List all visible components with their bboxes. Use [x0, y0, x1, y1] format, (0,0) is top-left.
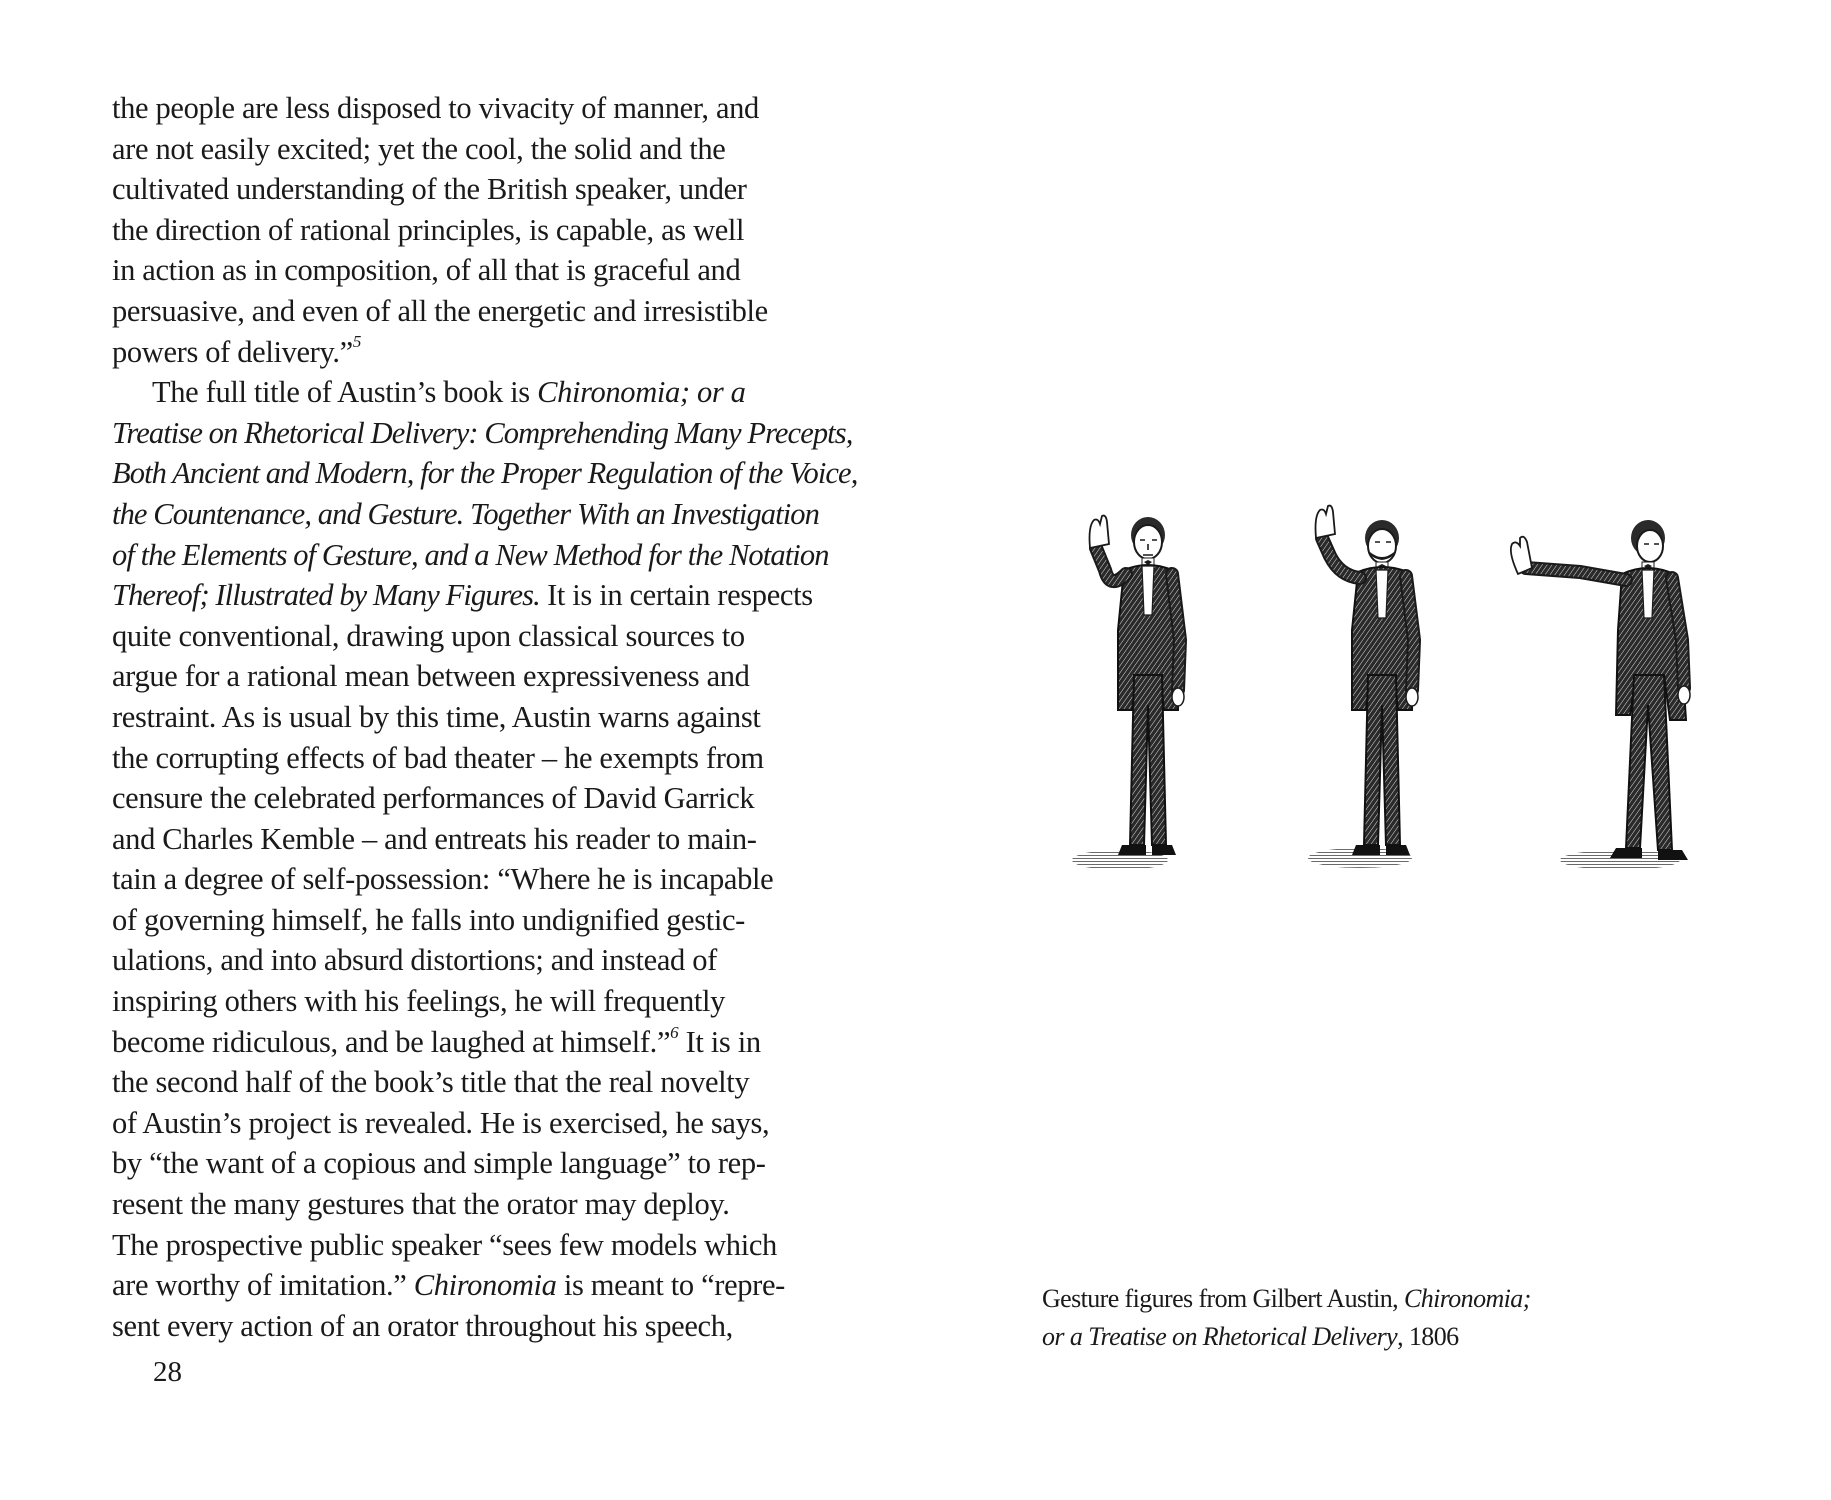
text-line: sent every action of an orator throughout his speech,	[112, 1308, 733, 1343]
paragraph-start-line: The full title of Austin’s book is Chironomia; or a	[152, 375, 746, 410]
text-line: Thereof; Illustrated by Many Figures. It is in certain respects	[112, 578, 813, 613]
orator-figure-1	[1072, 516, 1184, 870]
book-title-italic: Chironomia	[413, 1268, 557, 1303]
engraving-figures	[1060, 500, 1740, 900]
text-line: censure the celebrated performances of David Garrick	[112, 781, 755, 816]
text-line: argue for a rational mean between expressiveness and	[112, 659, 750, 694]
text-line: tain a degree of self-possession: “Where he is incapable	[112, 862, 774, 897]
text-line: persuasive, and even of all the energetic and irresistible	[112, 293, 768, 328]
text-line: the people are less disposed to vivacity of manner, and	[112, 91, 759, 125]
text-line: of governing himself, he falls into undignified gestic-	[112, 902, 745, 937]
text-line	[112, 494, 832, 535]
text-line: by “the want of a copious and simple language” to rep-	[112, 1146, 766, 1181]
left-page	[112, 88, 858, 1418]
caption-line: or a Treatise on Rhetorical Delivery, 1806	[1042, 1322, 1459, 1351]
orator-figure-3	[1511, 520, 1690, 870]
footnote-marker: 6	[670, 1022, 679, 1042]
body-text	[112, 88, 858, 1346]
book-title-italic: Chironomia; or a	[537, 375, 746, 410]
caption-line: Gesture figures from Gilbert Austin, Chironomia;	[1042, 1284, 1531, 1313]
text-line: become ridiculous, and be laughed at himself.”$^6$ It is in	[112, 1022, 761, 1059]
text-line: resent the many gestures that the orator may deploy.	[112, 1187, 730, 1222]
text-line: quite conventional, drawing upon classical sources to	[112, 618, 745, 653]
page-number: 28	[153, 1356, 182, 1388]
text-line: the corrupting effects of bad theater – he exempts from	[112, 740, 764, 775]
text-line: the direction of rational principles, is capable, as well	[112, 212, 745, 247]
figure-caption	[1042, 1280, 1602, 1356]
text-line	[112, 413, 853, 454]
text-line: inspiring others with his feelings, he will frequently	[112, 984, 726, 1019]
text-line	[112, 453, 858, 494]
text-line: in action as in composition, of all that is graceful and	[112, 253, 741, 288]
text-line: the second half of the book’s title that the real novelty	[112, 1065, 750, 1100]
text-line: powers of delivery.”$^5$	[112, 332, 362, 369]
text-line: cultivated understanding of the British speaker, under	[112, 172, 747, 207]
text-line: are not easily excited; yet the cool, the solid and the	[112, 131, 726, 166]
book-title-italic: Thereof; Illustrated by Many Figures.	[112, 578, 540, 613]
text-line: of Austin’s project is revealed. He is exercised, he says,	[112, 1105, 770, 1140]
book-title-italic: Treatise on Rhetorical Delivery: Comprehending Many Precepts,	[112, 415, 853, 450]
text-line	[112, 535, 832, 576]
text-line: are worthy of imitation.” Chironomia is meant to “repre-	[112, 1268, 785, 1303]
orator-figure-2	[1308, 506, 1418, 868]
gesture-figures-illustration	[1060, 500, 1740, 900]
text-line: The prospective public speaker “sees few models which	[112, 1227, 777, 1262]
book-title-italic: Both Ancient and Modern, for the Proper Regulation of the Voice,	[112, 456, 858, 491]
text-line: ulations, and into absurd distortions; and instead of	[112, 943, 717, 978]
text-line: restraint. As is usual by this time, Austin warns against	[112, 699, 761, 734]
text-line: and Charles Kemble – and entreats his reader to main-	[112, 821, 757, 856]
book-title-italic: the Countenance, and Gesture. Together With an Investigation	[112, 496, 819, 531]
footnote-marker: 5	[352, 332, 362, 352]
book-title-italic: of the Elements of Gesture, and a New Method for the Notation	[112, 537, 829, 572]
